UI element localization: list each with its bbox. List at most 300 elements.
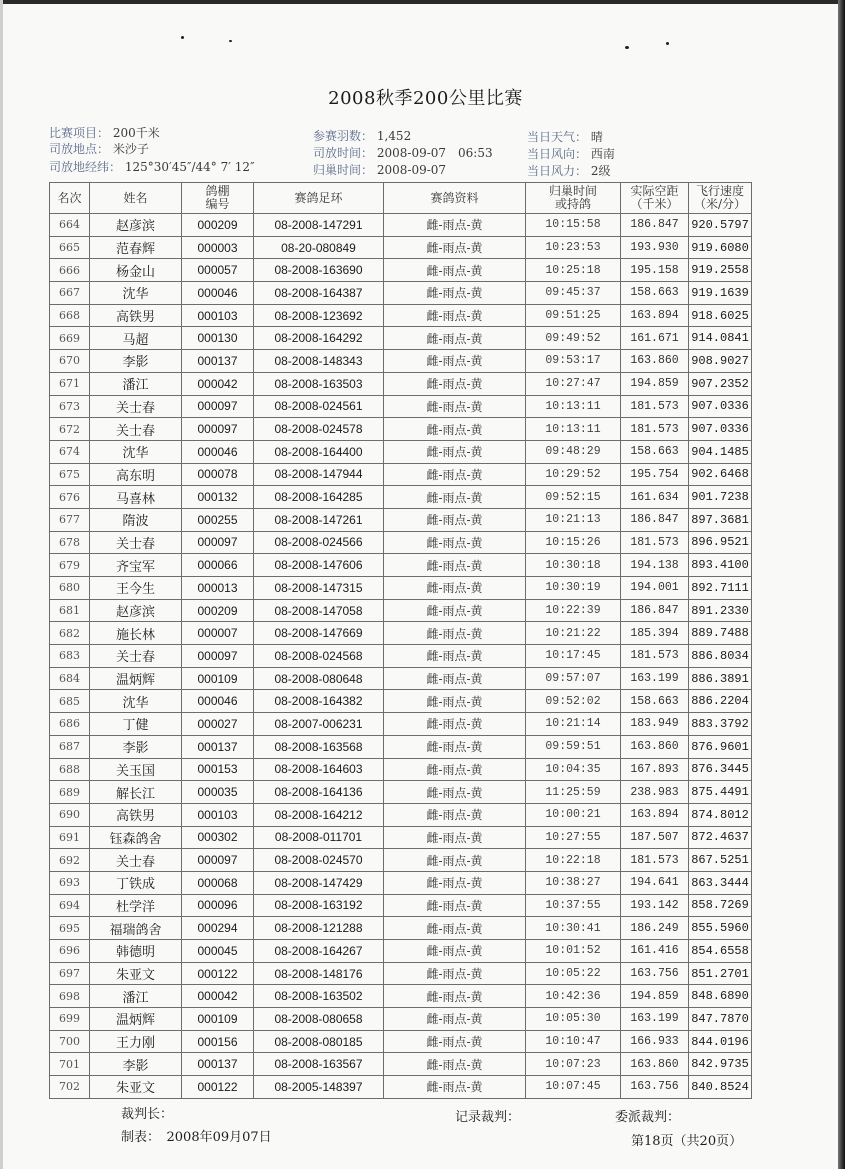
table-header-row <box>50 183 752 214</box>
table-row <box>50 1008 752 1031</box>
cell-return-time: 10:38:27 <box>526 871 621 894</box>
cell-rank: 688 <box>50 758 90 781</box>
cell-ring: 08-2008-121288 <box>254 917 384 940</box>
cell-return-time: 10:13:11 <box>526 418 621 441</box>
cell-speed: 891.2330 <box>689 599 752 622</box>
cell-distance: 186.847 <box>621 508 689 531</box>
cell-pigeon-info: 雌-雨点-黄 <box>384 645 526 668</box>
cell-loft-id: 000132 <box>182 486 254 509</box>
cell-distance: 166.933 <box>621 1030 689 1053</box>
header-name: 姓名 <box>90 183 182 214</box>
cell-ring: 08-2008-163690 <box>254 259 384 282</box>
cell-distance: 158.663 <box>621 440 689 463</box>
cell-loft-id: 000156 <box>182 1030 254 1053</box>
cell-return-time: 11:25:59 <box>526 781 621 804</box>
cell-name: 范春辉 <box>90 236 182 259</box>
cell-loft-id: 000046 <box>182 282 254 305</box>
cell-rank: 698 <box>50 985 90 1008</box>
table-row <box>50 985 752 1008</box>
page-number: 第18页（共20页） <box>631 1134 743 1149</box>
table-row <box>50 758 752 781</box>
cell-loft-id: 000078 <box>182 463 254 486</box>
cell-loft-id: 000209 <box>182 599 254 622</box>
cell-rank: 672 <box>50 418 90 441</box>
cell-rank: 699 <box>50 1008 90 1031</box>
cell-speed: 897.3681 <box>689 508 752 531</box>
cell-rank: 678 <box>50 531 90 554</box>
cell-rank: 685 <box>50 690 90 713</box>
cell-name: 齐宝军 <box>90 554 182 577</box>
cell-speed: 844.0196 <box>689 1030 752 1053</box>
cell-pigeon-info: 雌-雨点-黄 <box>384 304 526 327</box>
cell-pigeon-info: 雌-雨点-黄 <box>384 418 526 441</box>
header-distance <box>621 183 689 214</box>
cell-loft-id: 000255 <box>182 508 254 531</box>
cell-ring: 08-2008-147944 <box>254 463 384 486</box>
cell-pigeon-info: 雌-雨点-黄 <box>384 282 526 305</box>
cell-speed: 858.7269 <box>689 894 752 917</box>
cell-speed: 855.5960 <box>689 917 752 940</box>
cell-ring: 08-2008-163567 <box>254 1053 384 1076</box>
cell-rank: 667 <box>50 282 90 305</box>
cell-distance: 193.930 <box>621 236 689 259</box>
cell-name: 王今生 <box>90 577 182 600</box>
cell-name: 丁铁成 <box>90 871 182 894</box>
cell-ring: 08-2008-147058 <box>254 599 384 622</box>
cell-ring: 08-2008-024568 <box>254 645 384 668</box>
table-row <box>50 1053 752 1076</box>
cell-loft-id: 000096 <box>182 894 254 917</box>
table-row <box>50 940 752 963</box>
cell-rank: 700 <box>50 1030 90 1053</box>
cell-name: 高铁男 <box>90 803 182 826</box>
cell-distance: 186.847 <box>621 214 689 237</box>
cell-pigeon-info: 雌-雨点-黄 <box>384 735 526 758</box>
table-row <box>50 554 752 577</box>
cell-speed: 875.4491 <box>689 781 752 804</box>
table-row <box>50 667 752 690</box>
cell-rank: 665 <box>50 236 90 259</box>
wind-force-label: 当日风力： <box>527 164 588 178</box>
cell-ring: 08-2008-147429 <box>254 871 384 894</box>
cell-ring: 08-2008-164267 <box>254 940 384 963</box>
cell-ring: 08-2008-163503 <box>254 372 384 395</box>
cell-speed: 848.6890 <box>689 985 752 1008</box>
cell-ring: 08-2008-080658 <box>254 1008 384 1031</box>
cell-name: 温炳辉 <box>90 667 182 690</box>
table-row <box>50 645 752 668</box>
cell-loft-id: 000035 <box>182 781 254 804</box>
cell-distance: 167.893 <box>621 758 689 781</box>
cell-rank: 695 <box>50 917 90 940</box>
cell-ring: 08-2008-164292 <box>254 327 384 350</box>
cell-speed: 863.3444 <box>689 871 752 894</box>
cell-name: 关士春 <box>90 395 182 418</box>
cell-return-time: 10:30:19 <box>526 577 621 600</box>
cell-distance: 194.001 <box>621 577 689 600</box>
header-return-time <box>526 183 621 214</box>
cell-rank: 675 <box>50 463 90 486</box>
header-return-line2: 或持鸽 <box>554 197 591 211</box>
cell-speed: 907.2352 <box>689 372 752 395</box>
cell-ring: 08-2008-147606 <box>254 554 384 577</box>
return-time-value: 2008-09-07 <box>376 163 447 177</box>
cell-distance: 194.859 <box>621 372 689 395</box>
cell-rank: 679 <box>50 554 90 577</box>
cell-speed: 851.2701 <box>689 962 752 985</box>
cell-ring: 08-2005-148397 <box>254 1076 384 1099</box>
cell-name: 解长江 <box>90 781 182 804</box>
cell-loft-id: 000103 <box>182 803 254 826</box>
table-row <box>50 327 752 350</box>
cell-rank: 670 <box>50 350 90 373</box>
cell-pigeon-info: 雌-雨点-黄 <box>384 1008 526 1031</box>
cell-speed: 918.6025 <box>689 304 752 327</box>
cell-rank: 689 <box>50 781 90 804</box>
cell-speed: 842.9735 <box>689 1053 752 1076</box>
release-time-info <box>313 144 493 161</box>
cell-loft-id: 000209 <box>182 214 254 237</box>
cell-return-time: 10:07:23 <box>526 1053 621 1076</box>
cell-ring: 08-2008-163192 <box>254 894 384 917</box>
header-speed-line2: （米/分） <box>693 197 747 211</box>
cell-pigeon-info: 雌-雨点-黄 <box>384 781 526 804</box>
cell-pigeon-info: 雌-雨点-黄 <box>384 622 526 645</box>
cell-pigeon-info: 雌-雨点-黄 <box>384 849 526 872</box>
cell-loft-id: 000137 <box>182 735 254 758</box>
cell-loft-id: 000042 <box>182 372 254 395</box>
cell-distance: 163.894 <box>621 803 689 826</box>
cell-speed: 883.3792 <box>689 713 752 736</box>
cell-distance: 194.859 <box>621 985 689 1008</box>
cell-loft-id: 000068 <box>182 871 254 894</box>
cell-ring: 08-2007-006231 <box>254 713 384 736</box>
table-row <box>50 713 752 736</box>
wind-force-info <box>527 162 610 179</box>
cell-return-time: 10:15:26 <box>526 531 621 554</box>
header-loft <box>182 183 254 214</box>
cell-name: 马喜林 <box>90 486 182 509</box>
cell-return-time: 09:48:29 <box>526 440 621 463</box>
cell-rank: 702 <box>50 1076 90 1099</box>
cell-distance: 194.641 <box>621 871 689 894</box>
cell-ring: 08-2008-147261 <box>254 508 384 531</box>
cell-distance: 163.860 <box>621 350 689 373</box>
cell-speed: 914.0841 <box>689 327 752 350</box>
cell-ring: 08-2008-147291 <box>254 214 384 237</box>
header-distance-line2: （千米） <box>630 197 679 211</box>
table-row <box>50 372 752 395</box>
cell-distance: 181.573 <box>621 645 689 668</box>
cell-distance: 163.756 <box>621 1076 689 1099</box>
event-value: 200千米 <box>112 126 160 140</box>
cell-return-time: 10:01:52 <box>526 940 621 963</box>
cell-pigeon-info: 雌-雨点-黄 <box>384 803 526 826</box>
cell-rank: 701 <box>50 1053 90 1076</box>
cell-pigeon-info: 雌-雨点-黄 <box>384 667 526 690</box>
cell-rank: 681 <box>50 599 90 622</box>
cell-pigeon-info: 雌-雨点-黄 <box>384 350 526 373</box>
cell-ring: 08-2008-024566 <box>254 531 384 554</box>
cell-rank: 683 <box>50 645 90 668</box>
cell-speed: 886.3891 <box>689 667 752 690</box>
cell-return-time: 10:30:41 <box>526 917 621 940</box>
return-time-info <box>313 161 446 178</box>
cell-pigeon-info: 雌-雨点-黄 <box>384 440 526 463</box>
cell-return-time: 10:27:47 <box>526 372 621 395</box>
cell-pigeon-info: 雌-雨点-黄 <box>384 1053 526 1076</box>
cell-return-time: 09:52:02 <box>526 690 621 713</box>
cell-name: 温炳辉 <box>90 1008 182 1031</box>
cell-return-time: 09:51:25 <box>526 304 621 327</box>
cell-return-time: 10:10:47 <box>526 1030 621 1053</box>
cell-return-time: 09:45:37 <box>526 282 621 305</box>
cell-rank: 671 <box>50 372 90 395</box>
cell-pigeon-info: 雌-雨点-黄 <box>384 690 526 713</box>
page-title: 2008秋季200公里比赛 <box>328 88 523 109</box>
cell-ring: 08-2008-164387 <box>254 282 384 305</box>
cell-ring: 08-2008-024570 <box>254 849 384 872</box>
cell-name: 马超 <box>90 327 182 350</box>
table-row <box>50 735 752 758</box>
cell-distance: 158.663 <box>621 282 689 305</box>
cell-loft-id: 000066 <box>182 554 254 577</box>
cell-name: 韩德明 <box>90 940 182 963</box>
header-distance-line1: 实际空距 <box>630 184 679 198</box>
cell-return-time: 10:15:58 <box>526 214 621 237</box>
cell-loft-id: 000097 <box>182 418 254 441</box>
cell-return-time: 09:49:52 <box>526 327 621 350</box>
cell-pigeon-info: 雌-雨点-黄 <box>384 372 526 395</box>
wind-force-value: 2级 <box>590 164 611 178</box>
table-row <box>50 826 752 849</box>
table-row <box>50 531 752 554</box>
cell-name: 福瑞鸽舍 <box>90 917 182 940</box>
cell-distance: 193.142 <box>621 894 689 917</box>
table-row <box>50 259 752 282</box>
cell-speed: 919.1639 <box>689 282 752 305</box>
cell-distance: 187.507 <box>621 826 689 849</box>
cell-distance: 195.158 <box>621 259 689 282</box>
cell-pigeon-info: 雌-雨点-黄 <box>384 214 526 237</box>
cell-distance: 181.573 <box>621 418 689 441</box>
cell-distance: 186.249 <box>621 917 689 940</box>
cell-distance: 238.983 <box>621 781 689 804</box>
cell-pigeon-info: 雌-雨点-黄 <box>384 894 526 917</box>
cell-pigeon-info: 雌-雨点-黄 <box>384 871 526 894</box>
wind-direction-value: 西南 <box>590 147 615 161</box>
cell-name: 潘江 <box>90 985 182 1008</box>
return-time-label: 归巢时间： <box>313 163 374 177</box>
cell-rank: 680 <box>50 577 90 600</box>
cell-name: 关士春 <box>90 849 182 872</box>
wind-direction-label: 当日风向： <box>527 147 588 161</box>
chief-judge-label: 裁判长： <box>121 1107 174 1122</box>
cell-name: 杜学洋 <box>90 894 182 917</box>
cell-distance: 161.671 <box>621 327 689 350</box>
cell-rank: 677 <box>50 508 90 531</box>
cell-name: 高东明 <box>90 463 182 486</box>
cell-name: 朱亚文 <box>90 1076 182 1099</box>
table-row <box>50 418 752 441</box>
cell-pigeon-info: 雌-雨点-黄 <box>384 508 526 531</box>
cell-speed: 901.7238 <box>689 486 752 509</box>
cell-rank: 697 <box>50 962 90 985</box>
cell-name: 关士春 <box>90 531 182 554</box>
cell-distance: 163.756 <box>621 962 689 985</box>
cell-loft-id: 000109 <box>182 1008 254 1031</box>
table-row <box>50 781 752 804</box>
table-row <box>50 962 752 985</box>
cell-speed: 907.0336 <box>689 395 752 418</box>
scan-top-edge <box>3 0 845 4</box>
cell-loft-id: 000097 <box>182 531 254 554</box>
cell-loft-id: 000007 <box>182 622 254 645</box>
cell-return-time: 10:37:55 <box>526 894 621 917</box>
entries-value: 1,452 <box>376 129 412 143</box>
cell-name: 朱亚文 <box>90 962 182 985</box>
cell-speed: 886.2204 <box>689 690 752 713</box>
cell-speed: 876.3445 <box>689 758 752 781</box>
cell-return-time: 10:00:21 <box>526 803 621 826</box>
table-row <box>50 871 752 894</box>
release-time-value: 2008-09-07 06:53 <box>376 146 493 160</box>
cell-speed: 876.9601 <box>689 735 752 758</box>
cell-ring: 08-2008-080648 <box>254 667 384 690</box>
results-table <box>49 182 752 1099</box>
cell-ring: 08-2008-147669 <box>254 622 384 645</box>
cell-rank: 687 <box>50 735 90 758</box>
cell-rank: 682 <box>50 622 90 645</box>
cell-distance: 181.573 <box>621 849 689 872</box>
header-pigeon-info: 赛鸽资料 <box>384 183 526 214</box>
release-place-label: 司放地点： <box>49 142 110 156</box>
cell-loft-id: 000027 <box>182 713 254 736</box>
cell-ring: 08-2008-164400 <box>254 440 384 463</box>
cell-speed: 874.8012 <box>689 803 752 826</box>
cell-distance: 158.663 <box>621 690 689 713</box>
cell-return-time: 10:05:22 <box>526 962 621 985</box>
coords-info <box>49 158 255 175</box>
cell-loft-id: 000097 <box>182 395 254 418</box>
table-row <box>50 917 752 940</box>
cell-name: 沈华 <box>90 282 182 305</box>
cell-return-time: 09:57:07 <box>526 667 621 690</box>
cell-pigeon-info: 雌-雨点-黄 <box>384 1076 526 1099</box>
cell-rank: 664 <box>50 214 90 237</box>
cell-return-time: 10:23:53 <box>526 236 621 259</box>
cell-return-time: 10:07:45 <box>526 1076 621 1099</box>
cell-ring: 08-2008-011701 <box>254 826 384 849</box>
cell-loft-id: 000097 <box>182 645 254 668</box>
cell-return-time: 10:21:13 <box>526 508 621 531</box>
cell-pigeon-info: 雌-雨点-黄 <box>384 395 526 418</box>
cell-return-time: 10:17:45 <box>526 645 621 668</box>
cell-ring: 08-2008-163568 <box>254 735 384 758</box>
cell-loft-id: 000137 <box>182 350 254 373</box>
cell-return-time: 10:13:11 <box>526 395 621 418</box>
cell-distance: 181.573 <box>621 531 689 554</box>
scan-right-edge <box>838 0 845 1169</box>
wind-direction-info <box>527 145 615 162</box>
cell-ring: 08-2008-024578 <box>254 418 384 441</box>
table-row <box>50 849 752 872</box>
header-loft-line1: 鸽棚 <box>205 184 230 198</box>
cell-ring: 08-2008-164382 <box>254 690 384 713</box>
cell-rank: 694 <box>50 894 90 917</box>
cell-distance: 161.416 <box>621 940 689 963</box>
cell-pigeon-info: 雌-雨点-黄 <box>384 486 526 509</box>
weather-label: 当日天气： <box>527 130 588 144</box>
cell-ring: 08-2008-148176 <box>254 962 384 985</box>
cell-return-time: 10:22:18 <box>526 849 621 872</box>
cell-name: 关士春 <box>90 418 182 441</box>
scan-speck <box>666 42 669 45</box>
table-row <box>50 1030 752 1053</box>
cell-distance: 163.860 <box>621 735 689 758</box>
cell-ring: 08-2008-164212 <box>254 803 384 826</box>
cell-name: 钰森鸽舍 <box>90 826 182 849</box>
cell-loft-id: 000109 <box>182 667 254 690</box>
header-return-line1: 归巢时间 <box>548 184 597 198</box>
cell-return-time: 10:04:35 <box>526 758 621 781</box>
made-on-date: 制表： 2008年09月07日 <box>121 1130 272 1145</box>
cell-loft-id: 000153 <box>182 758 254 781</box>
cell-pigeon-info: 雌-雨点-黄 <box>384 531 526 554</box>
cell-loft-id: 000003 <box>182 236 254 259</box>
header-rank: 名次 <box>50 183 90 214</box>
cell-name: 隋波 <box>90 508 182 531</box>
cell-speed: 889.7488 <box>689 622 752 645</box>
cell-ring: 08-2008-164603 <box>254 758 384 781</box>
table-row <box>50 304 752 327</box>
cell-name: 沈华 <box>90 440 182 463</box>
cell-return-time: 09:52:15 <box>526 486 621 509</box>
table-row <box>50 214 752 237</box>
header-speed <box>689 183 752 214</box>
cell-name: 李影 <box>90 1053 182 1076</box>
coords-label: 司放地经纬： <box>49 160 122 174</box>
cell-pigeon-info: 雌-雨点-黄 <box>384 577 526 600</box>
table-row <box>50 599 752 622</box>
scan-speck <box>625 46 629 49</box>
cell-speed: 902.6468 <box>689 463 752 486</box>
cell-return-time: 09:59:51 <box>526 735 621 758</box>
entries-label: 参赛羽数： <box>313 129 374 143</box>
cell-speed: 867.5251 <box>689 849 752 872</box>
cell-rank: 684 <box>50 667 90 690</box>
table-row <box>50 395 752 418</box>
header-loft-line2: 编号 <box>205 197 230 211</box>
cell-name: 杨金山 <box>90 259 182 282</box>
cell-loft-id: 000122 <box>182 962 254 985</box>
cell-ring: 08-2008-147315 <box>254 577 384 600</box>
cell-loft-id: 000097 <box>182 849 254 872</box>
cell-speed: 907.0336 <box>689 418 752 441</box>
cell-pigeon-info: 雌-雨点-黄 <box>384 463 526 486</box>
table-row <box>50 803 752 826</box>
cell-ring: 08-2008-148343 <box>254 350 384 373</box>
cell-ring: 08-2008-164285 <box>254 486 384 509</box>
cell-pigeon-info: 雌-雨点-黄 <box>384 985 526 1008</box>
cell-name: 施长林 <box>90 622 182 645</box>
event-info <box>49 124 160 141</box>
cell-return-time: 10:22:39 <box>526 599 621 622</box>
cell-loft-id: 000013 <box>182 577 254 600</box>
cell-return-time: 10:21:22 <box>526 622 621 645</box>
cell-return-time: 10:05:30 <box>526 1008 621 1031</box>
cell-distance: 163.860 <box>621 1053 689 1076</box>
